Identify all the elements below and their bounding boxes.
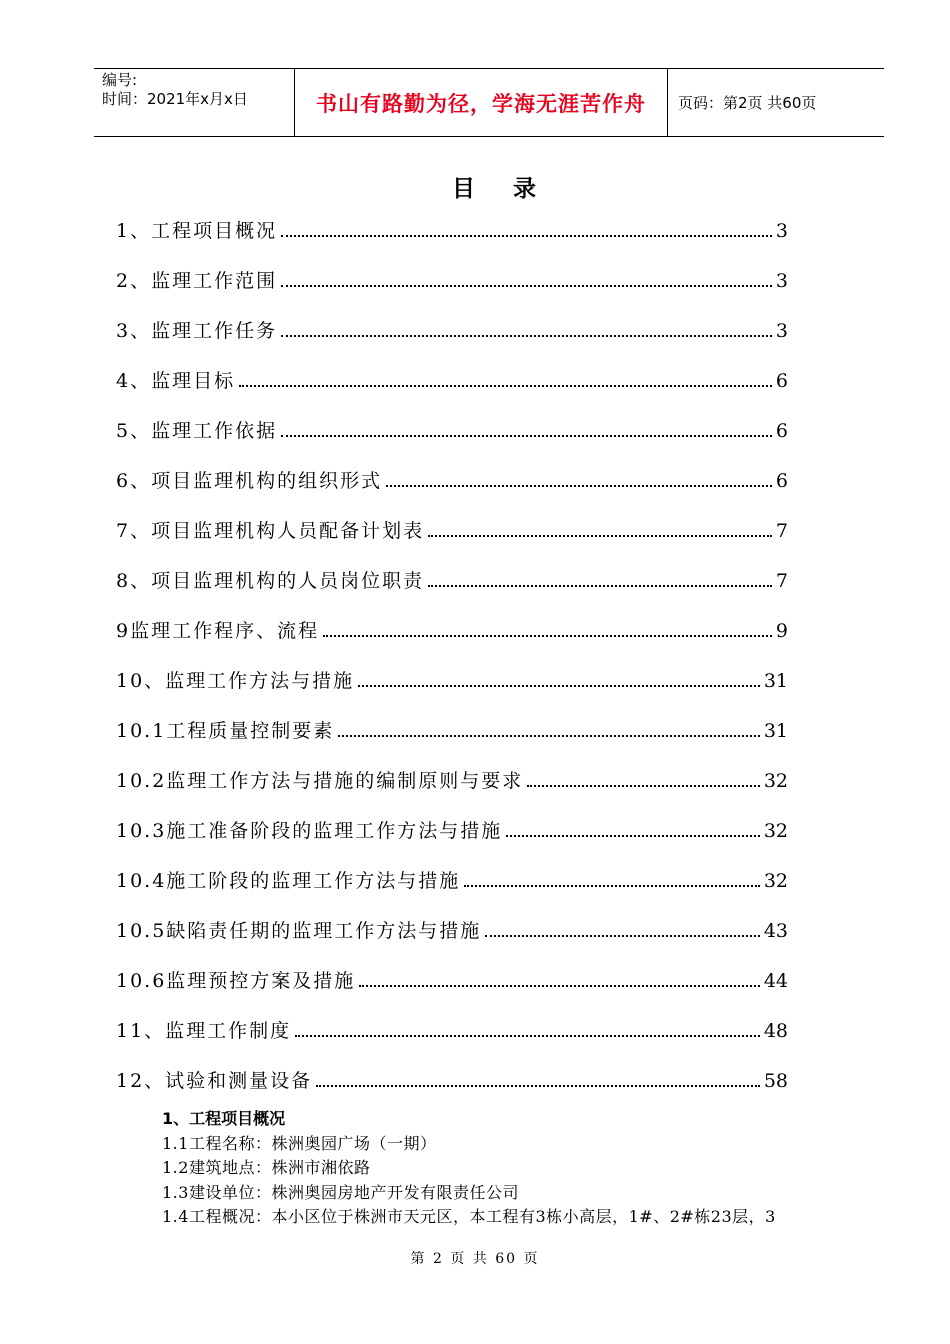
header-number: 编号: bbox=[102, 71, 138, 89]
toc-entry-page: 6 bbox=[775, 470, 788, 492]
toc-entry-label: 10.6监理预控方案及措施 bbox=[116, 970, 356, 992]
toc-entry-label: 10.3施工准备阶段的监理工作方法与措施 bbox=[116, 820, 503, 842]
toc-dot-leader bbox=[239, 384, 772, 387]
toc-dot-leader bbox=[323, 634, 772, 637]
toc-dot-leader bbox=[428, 584, 772, 587]
toc-entry[interactable] bbox=[116, 316, 788, 366]
toc-dot-leader bbox=[281, 334, 772, 337]
toc-dot-leader bbox=[386, 484, 772, 487]
toc-entry-label: 1、工程项目概况 bbox=[116, 220, 278, 242]
toc-title: 目录 bbox=[452, 176, 574, 202]
toc-entry-page: 31 bbox=[763, 670, 788, 692]
toc-dot-leader bbox=[358, 684, 760, 687]
toc-entry-label: 11、监理工作制度 bbox=[116, 1020, 292, 1042]
toc-entry[interactable] bbox=[116, 966, 788, 1016]
toc-entry[interactable] bbox=[116, 516, 788, 566]
toc-entry[interactable] bbox=[116, 216, 788, 266]
page-footer: 第 2 页 共 60 页 bbox=[410, 1251, 540, 1267]
section-body bbox=[162, 1107, 882, 1230]
toc-entry-page: 48 bbox=[763, 1020, 788, 1042]
toc-entry-page: 6 bbox=[775, 370, 788, 392]
toc-dot-leader bbox=[281, 234, 772, 237]
toc-entry-page: 3 bbox=[775, 320, 788, 342]
toc-dot-leader bbox=[506, 834, 760, 837]
body-line: 1.1工程名称：株洲奥园广场（一期） bbox=[162, 1133, 437, 1153]
header-motto: 书山有路勤为径，学海无涯苦作舟 bbox=[295, 69, 668, 136]
body-line: 1.2建筑地点：株洲市湘依路 bbox=[162, 1158, 371, 1177]
header-date: 时间：2021年x月x日 bbox=[102, 90, 248, 108]
toc-dot-leader bbox=[428, 534, 772, 537]
toc-entry-page: 6 bbox=[775, 420, 788, 442]
toc-entry-page: 32 bbox=[763, 820, 788, 842]
toc-dot-leader bbox=[316, 1084, 760, 1087]
toc-entry-page: 43 bbox=[763, 920, 788, 942]
toc-entry-label: 3、监理工作任务 bbox=[116, 320, 278, 342]
toc-entry[interactable] bbox=[116, 616, 788, 666]
toc-entry-page: 32 bbox=[763, 770, 788, 792]
toc-entry[interactable] bbox=[116, 666, 788, 716]
toc-entry[interactable] bbox=[116, 416, 788, 466]
toc-entry-page: 32 bbox=[763, 870, 788, 892]
toc-entry-label: 10.2监理工作方法与措施的编制原则与要求 bbox=[116, 770, 524, 792]
toc-entry-page: 7 bbox=[775, 570, 788, 592]
toc-entry-label: 6、项目监理机构的组织形式 bbox=[116, 470, 383, 492]
toc-entry-page: 3 bbox=[775, 220, 788, 242]
toc-entry-label: 8、项目监理机构的人员岗位职责 bbox=[116, 570, 425, 592]
toc-dot-leader bbox=[281, 434, 772, 437]
toc-entry-label: 9监理工作程序、流程 bbox=[116, 620, 320, 642]
toc-entry-page: 7 bbox=[775, 520, 788, 542]
toc-entry-page: 3 bbox=[775, 270, 788, 292]
toc-entry-page: 31 bbox=[763, 720, 788, 742]
toc-entry[interactable] bbox=[116, 766, 788, 816]
toc-dot-leader bbox=[295, 1034, 760, 1037]
toc-entry[interactable] bbox=[116, 566, 788, 616]
page-header bbox=[94, 68, 884, 137]
toc-entry[interactable] bbox=[116, 366, 788, 416]
toc-entry-label: 10.4施工阶段的监理工作方法与措施 bbox=[116, 870, 461, 892]
toc-entry[interactable] bbox=[116, 916, 788, 966]
toc-entry[interactable] bbox=[116, 466, 788, 516]
toc-dot-leader bbox=[359, 984, 760, 987]
toc-entry[interactable] bbox=[116, 1016, 788, 1066]
toc-entry-page: 9 bbox=[775, 620, 788, 642]
toc-entry-label: 7、项目监理机构人员配备计划表 bbox=[116, 520, 425, 542]
toc-entry-label: 12、试验和测量设备 bbox=[116, 1070, 313, 1092]
table-of-contents bbox=[116, 216, 788, 1116]
toc-dot-leader bbox=[485, 934, 760, 937]
toc-entry-page: 44 bbox=[763, 970, 788, 992]
toc-entry-label: 4、监理目标 bbox=[116, 370, 236, 392]
toc-entry-page: 58 bbox=[763, 1070, 788, 1092]
header-meta bbox=[94, 69, 295, 136]
toc-entry-label: 5、监理工作依据 bbox=[116, 420, 278, 442]
section-heading: 1、工程项目概况 bbox=[162, 1109, 286, 1128]
body-line: 1.4工程概况：本小区位于株洲市天元区，本工程有3栋小高层，1#、2#栋23层，3 bbox=[162, 1207, 776, 1226]
toc-dot-leader bbox=[464, 884, 760, 887]
toc-entry-label: 10.5缺陷责任期的监理工作方法与措施 bbox=[116, 920, 482, 942]
toc-entry[interactable] bbox=[116, 816, 788, 866]
toc-entry-label: 2、监理工作范围 bbox=[116, 270, 278, 292]
toc-entry-label: 10.1工程质量控制要素 bbox=[116, 720, 335, 742]
toc-entry-label: 10、监理工作方法与措施 bbox=[116, 670, 355, 692]
toc-entry[interactable] bbox=[116, 716, 788, 766]
toc-dot-leader bbox=[338, 734, 760, 737]
body-line: 1.3建设单位：株洲奥园房地产开发有限责任公司 bbox=[162, 1182, 519, 1202]
toc-dot-leader bbox=[527, 784, 760, 787]
header-page-info: 页码：第2页 共60页 bbox=[678, 94, 817, 112]
toc-entry[interactable] bbox=[116, 866, 788, 916]
toc-dot-leader bbox=[281, 284, 772, 287]
toc-entry[interactable] bbox=[116, 266, 788, 316]
